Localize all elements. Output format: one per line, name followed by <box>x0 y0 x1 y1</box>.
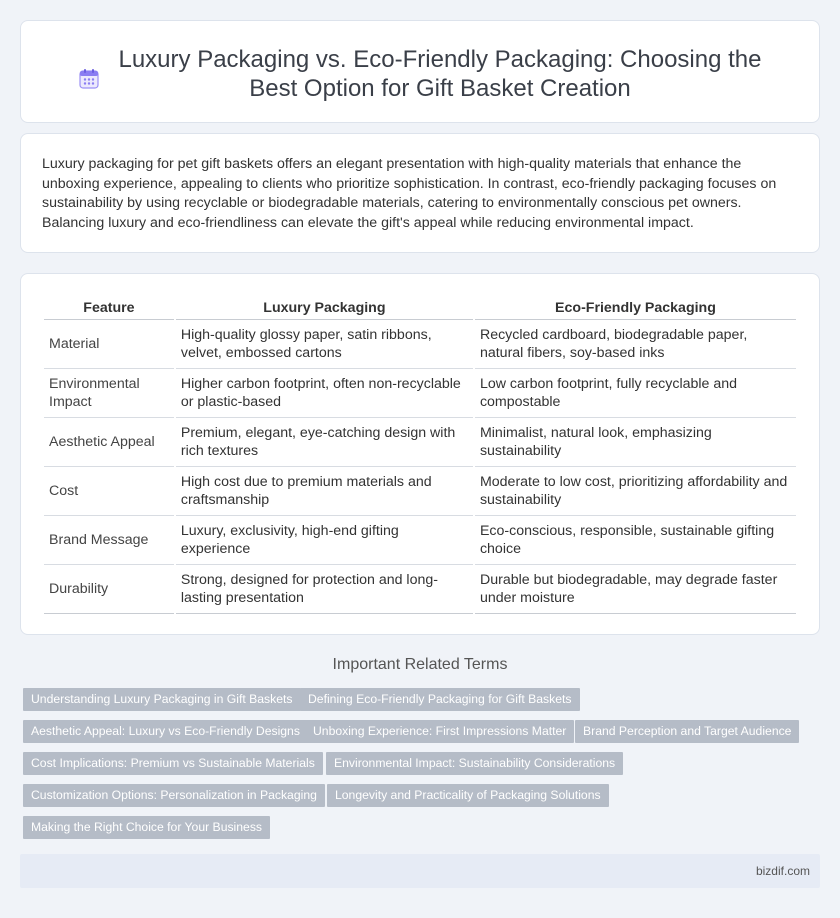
comparison-card <box>20 273 820 635</box>
related-tag[interactable]: Understanding Luxury Packaging in Gift Baskets <box>23 688 301 711</box>
eco-cell: Low carbon footprint, fully recyclable and compostable <box>475 369 796 418</box>
luxury-cell: Luxury, exclusivity, high-end gifting experience <box>176 516 473 565</box>
feature-cell: Brand Message <box>44 516 174 565</box>
title-card <box>20 20 820 123</box>
related-tag[interactable]: Aesthetic Appeal: Luxury vs Eco-Friendly Designs <box>23 720 308 743</box>
table-row <box>44 467 796 516</box>
feature-cell: Durability <box>44 565 174 614</box>
related-tag[interactable]: Unboxing Experience: First Impressions Matter <box>305 720 574 743</box>
feature-cell: Material <box>44 320 174 369</box>
feature-cell: Aesthetic Appeal <box>44 418 174 467</box>
feature-cell: Cost <box>44 467 174 516</box>
luxury-cell: High-quality glossy paper, satin ribbons, velvet, embossed cartons <box>176 320 473 369</box>
header-eco: Eco-Friendly Packaging <box>475 294 796 320</box>
header-luxury: Luxury Packaging <box>176 294 473 320</box>
header-feature: Feature <box>44 294 174 320</box>
eco-cell: Eco-conscious, responsible, sustainable gifting choice <box>475 516 796 565</box>
eco-cell: Moderate to low cost, prioritizing affordability and sustainability <box>475 467 796 516</box>
comparison-table <box>42 294 798 614</box>
eco-cell: Minimalist, natural look, emphasizing sustainability <box>475 418 796 467</box>
luxury-cell: High cost due to premium materials and craftsmanship <box>176 467 473 516</box>
related-tag[interactable]: Brand Perception and Target Audience <box>575 720 799 743</box>
intro-paragraph: Luxury packaging for pet gift baskets offers an elegant presentation with high-quality materials that enhance the unboxing experience, appealing to clients who prioritize sophistication. In contrast, eco-friendly packaging focuses on sustainability by using recyclable or biodegradable materials, catering to environmentally conscious pet owners. Balancing luxury and eco-friendliness can elevate the gift's appeal while reducing environmental impact. <box>42 156 777 231</box>
related-tag[interactable]: Environmental Impact: Sustainability Considerations <box>326 752 623 775</box>
table-row <box>44 369 796 418</box>
intro-card <box>20 133 820 253</box>
related-tag[interactable]: Making the Right Choice for Your Business <box>23 816 270 839</box>
footer-bar <box>20 854 820 888</box>
table-row <box>44 418 796 467</box>
luxury-cell: Higher carbon footprint, often non-recyclable or plastic-based <box>176 369 473 418</box>
table-header-row <box>44 294 796 320</box>
eco-cell: Durable but biodegradable, may degrade faster under moisture <box>475 565 796 614</box>
luxury-cell: Strong, designed for protection and long-lasting presentation <box>176 565 473 614</box>
table-row <box>44 320 796 369</box>
related-tag[interactable]: Defining Eco-Friendly Packaging for Gift Baskets <box>300 688 580 711</box>
table-row <box>44 516 796 565</box>
related-tag[interactable]: Longevity and Practicality of Packaging Solutions <box>327 784 609 807</box>
related-terms-heading: Important Related Terms <box>332 656 508 673</box>
page-title: Luxury Packaging vs. Eco-Friendly Packaging: Choosing the Best Option for Gift Basket Creation <box>118 46 762 102</box>
footer-site[interactable]: bizdif.com <box>755 864 810 878</box>
luxury-cell: Premium, elegant, eye-catching design with rich textures <box>176 418 473 467</box>
feature-cell: Environmental Impact <box>44 369 174 418</box>
related-tag[interactable]: Cost Implications: Premium vs Sustainable Materials <box>23 752 323 775</box>
related-tag[interactable]: Customization Options: Personalization in Packaging <box>23 784 325 807</box>
eco-cell: Recycled cardboard, biodegradable paper, natural fibers, soy-based inks <box>475 320 796 369</box>
table-row <box>44 565 796 614</box>
